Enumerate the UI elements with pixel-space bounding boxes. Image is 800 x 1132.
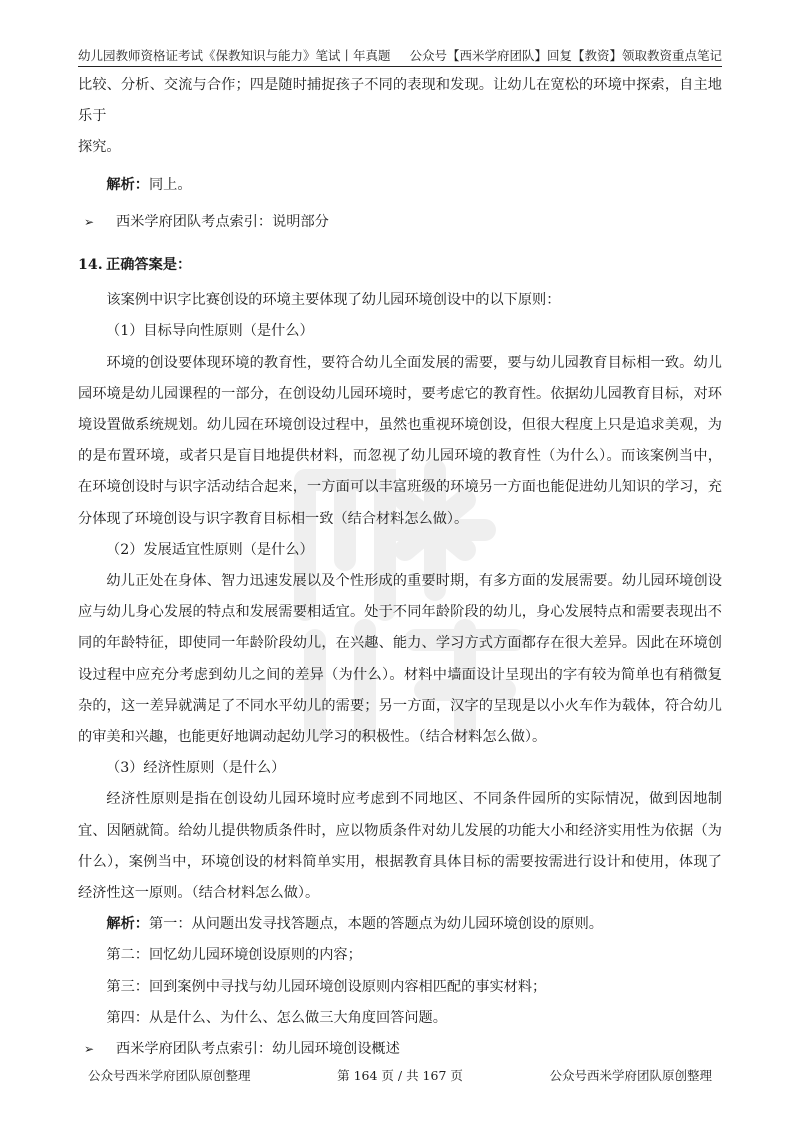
- index-text: 西米学府团队考点索引：说明部分: [116, 213, 329, 230]
- analysis-step-2: 第二：回忆幼儿园环境创设原则的内容；: [106, 947, 362, 964]
- analysis-block-1: [78, 170, 722, 201]
- principle-2-body: 幼儿正处在身体、智力迅速发展以及个性形成的重要时期，有多方面的发展需要。幼儿园环境创设应与幼儿身心发展的特点和发展需要相适宜。处于不同年龄阶段的幼儿，身心发展特点和需要表现出不同的年龄特征，即使同一年龄阶段幼儿，在兴趣、能力、学习方式方面都存在很大差异。因此在环境创设过程中应充分考虑到幼儿之间的差异（为什么）。材料中墙面设计呈现出的字有较为简单也有稍微复杂的，这一差异就满足了不同水平幼儿的需要；另一方面，汉字的呈现是以小火车作为载体，符合幼儿的审美和兴趣，也能更好地调动起幼儿学习的积极性。（结合材料怎么做）。: [78, 573, 722, 746]
- document-body: [78, 70, 722, 1065]
- question-number: 14.: [78, 257, 103, 274]
- analysis-text: 第一：从问题出发寻找答题点，本题的答题点为幼儿园环境创设的原则。: [148, 916, 603, 933]
- question-title: 正确答案是：: [106, 257, 192, 274]
- page-number: 第 164 页 / 共 167 页: [337, 1068, 463, 1083]
- principle-3-body: 经济性原则是指在创设幼儿园环境时应考虑到不同地区、不同条件园所的实际情况，做到因地制宜、因陋就简。给幼儿提供物质条件时，应以物质条件对幼儿发展的功能大小和经济实用性为依据（为什么），案例当中，环境创设的材料简单实用，根据教育具体目标的需要按需进行设计和使用，体现了经济性这一原则。（结合材料怎么做）。: [78, 791, 722, 902]
- analysis-step-4: 第四：从是什么、为什么、怎么做三大角度回答问题。: [106, 1009, 447, 1026]
- footer-left: 公众号西米学府团队原创整理: [88, 1068, 251, 1083]
- analysis-label: 解析：: [106, 916, 149, 933]
- arrow-bullet-icon: ➢: [84, 214, 95, 229]
- page-header: [78, 40, 722, 67]
- principle-1-body: 环境的创设要体现环境的教育性，要符合幼儿全面发展的需要，要与幼儿园教育目标相一致。幼儿园环境是幼儿园课程的一部分，在创设幼儿园环境时，要考虑它的教育性。依据幼儿园教育目标，对环境设置做系统规划。幼儿园在环境创设过程中，虽然也重视环境创设，但很大程度上只是追求美观，为的是布置环境，或者只是盲目地提供材料，而忽视了幼儿园环境的教育性（为什么）。而该案例当中，在环境创设时与识字活动结合起来，一方面可以丰富班级的环境另一方面也能促进幼儿知识的学习，充分体现了环境创设与识字教育目标相一致（结合材料怎么做）。: [78, 354, 722, 527]
- analysis-step-3: 第三：回到案例中寻找与幼儿园环境创设原则内容相匹配的事实材料；: [106, 978, 547, 995]
- answer-lead: 该案例中识字比赛创设的环境主要体现了幼儿园环境创设中的以下原则：: [106, 292, 561, 309]
- analysis-block-2: [78, 909, 722, 940]
- index-line-1: [78, 207, 722, 238]
- intro-text-line1: 比较、分析、交流与合作；四是随时捕捉孩子不同的表现和发现。让幼儿在宽松的环境中探索，自主地乐于: [78, 77, 722, 125]
- principle-1-title: （1）目标导向性原则（是什么）: [106, 323, 314, 340]
- question-14-heading: [78, 250, 722, 281]
- intro-text-line2: 探究。: [78, 139, 121, 156]
- header-promo: 公众号【西米学府团队】回复【教资】领取教资重点笔记: [409, 48, 722, 63]
- footer-right: 公众号西米学府团队原创整理: [549, 1068, 712, 1083]
- header-title: 幼儿园教师资格证考试《保教知识与能力》笔试丨年真题: [78, 48, 391, 63]
- index-text: 西米学府团队考点索引：幼儿园环境创设概述: [116, 1041, 400, 1058]
- arrow-bullet-icon: ➢: [84, 1042, 95, 1057]
- index-line-2: [78, 1034, 722, 1065]
- analysis-text: 同上。: [148, 176, 192, 193]
- analysis-label: 解析：: [106, 176, 149, 193]
- principle-3-title: （3）经济性原则（是什么）: [106, 760, 286, 777]
- principle-2-title: （2）发展适宜性原则（是什么）: [106, 541, 314, 558]
